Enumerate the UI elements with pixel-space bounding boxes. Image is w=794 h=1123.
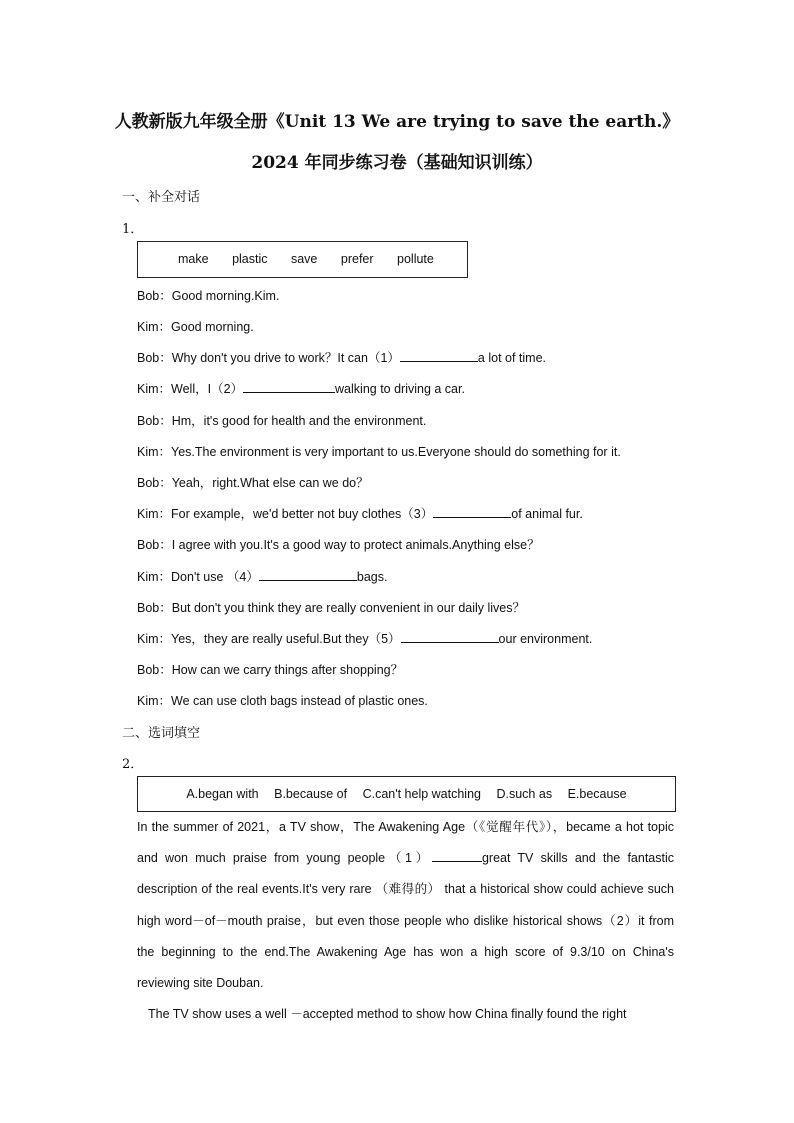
dialogue-line: [137, 348, 546, 366]
dialogue-line: Bob：But don't you think they are really convenient in our daily lives？: [137, 601, 526, 615]
dialogue-text: Kim：Don't use （4）: [137, 570, 259, 584]
answer-blank-5[interactable]: [401, 630, 499, 643]
word-bank-item: plastic: [232, 252, 268, 266]
answer-blank-2[interactable]: [243, 380, 335, 393]
dialogue-text: Kim：Yes，they are really useful.But they（5）: [137, 632, 401, 646]
section-heading-dialogue: 一、补全对话: [122, 190, 201, 205]
word-bank-box: [137, 241, 468, 278]
option-item: E.because: [567, 787, 627, 801]
option-item: D.such as: [496, 787, 553, 801]
page-title: 人教新版九年级全册《Unit 13 We are trying to save the earth.》: [114, 112, 680, 132]
question-number-1: 1．: [122, 222, 144, 237]
options-box: [137, 776, 676, 812]
dialogue-line: [137, 504, 583, 522]
dialogue-text: Bob：Why don't you drive to work？It can（1）: [137, 351, 400, 365]
answer-blank-1[interactable]: [400, 349, 478, 362]
dialogue-line: Kim：Good morning.: [137, 320, 254, 334]
passage-text: great TV skills and the fantastic description of the real events.It's very rare （难得的） that a historical show could achieve such high word－of－mouth praise，but even those people who dislike historical shows（2）: [137, 851, 674, 928]
dialogue-text: our environment.: [498, 632, 593, 646]
option-item: A.began with: [186, 787, 259, 801]
passage: [137, 812, 674, 1030]
dialogue-text: Kim：Well，I（2）: [137, 382, 244, 396]
dialogue-line: Bob：Good morning.Kim.: [137, 289, 280, 303]
dialogue-text: Kim：For example，we'd better not buy clothes（3）: [137, 507, 434, 521]
dialogue-text: a lot of time.: [477, 351, 547, 365]
passage-text: In the summer of 2021，a TV show，The Awakening Age（《觉醒年代》），became a hot topic and won much praise from young people（1）: [137, 820, 674, 866]
section-heading-word-choice: 二、选词填空: [122, 726, 201, 741]
passage-paragraph-2: The TV show uses a well －accepted method to show how China finally found the right: [148, 1007, 627, 1022]
word-bank-item: save: [290, 252, 318, 266]
word-bank-item: prefer: [340, 252, 374, 266]
passage-text: it from the beginning to the end.The Awakening Age has won a high score of 9.3/10 on China's reviewing site Douban.: [137, 913, 674, 991]
dialogue-line: [137, 379, 465, 397]
passage-paragraph-1: [137, 812, 674, 999]
option-item: C.can't help watching: [362, 787, 481, 801]
dialogue-text: bags.: [356, 570, 388, 584]
dialogue-line: [137, 629, 592, 647]
dialogue-line: Bob：How can we carry things after shopping？: [137, 663, 404, 677]
option-item: B.because of: [274, 787, 348, 801]
page-subtitle: 2024 年同步练习卷（基础知识训练）: [251, 153, 543, 173]
dialogue-line: [137, 567, 387, 585]
dialogue-text: of animal fur.: [511, 507, 583, 521]
dialogue-line: Kim：Yes.The environment is very important to us.Everyone should do something for it.: [137, 445, 621, 459]
dialogue-text: walking to driving a car.: [335, 382, 465, 396]
word-bank-item: make: [178, 252, 209, 266]
dialogue-line: Bob：Hm，it's good for health and the environment.: [137, 414, 427, 428]
dialogue-line: Kim：We can use cloth bags instead of plastic ones.: [137, 694, 428, 708]
answer-blank-3[interactable]: [433, 505, 511, 518]
dialogue-line: Bob：Yeah，right.What else can we do？: [137, 476, 369, 490]
question-number-2: 2．: [122, 757, 144, 772]
answer-blank-4[interactable]: [259, 568, 357, 581]
word-bank-item: pollute: [397, 252, 434, 266]
answer-blank-p1[interactable]: [432, 849, 482, 862]
dialogue-line: Bob：I agree with you.It's a good way to protect animals.Anything else？: [137, 538, 540, 552]
